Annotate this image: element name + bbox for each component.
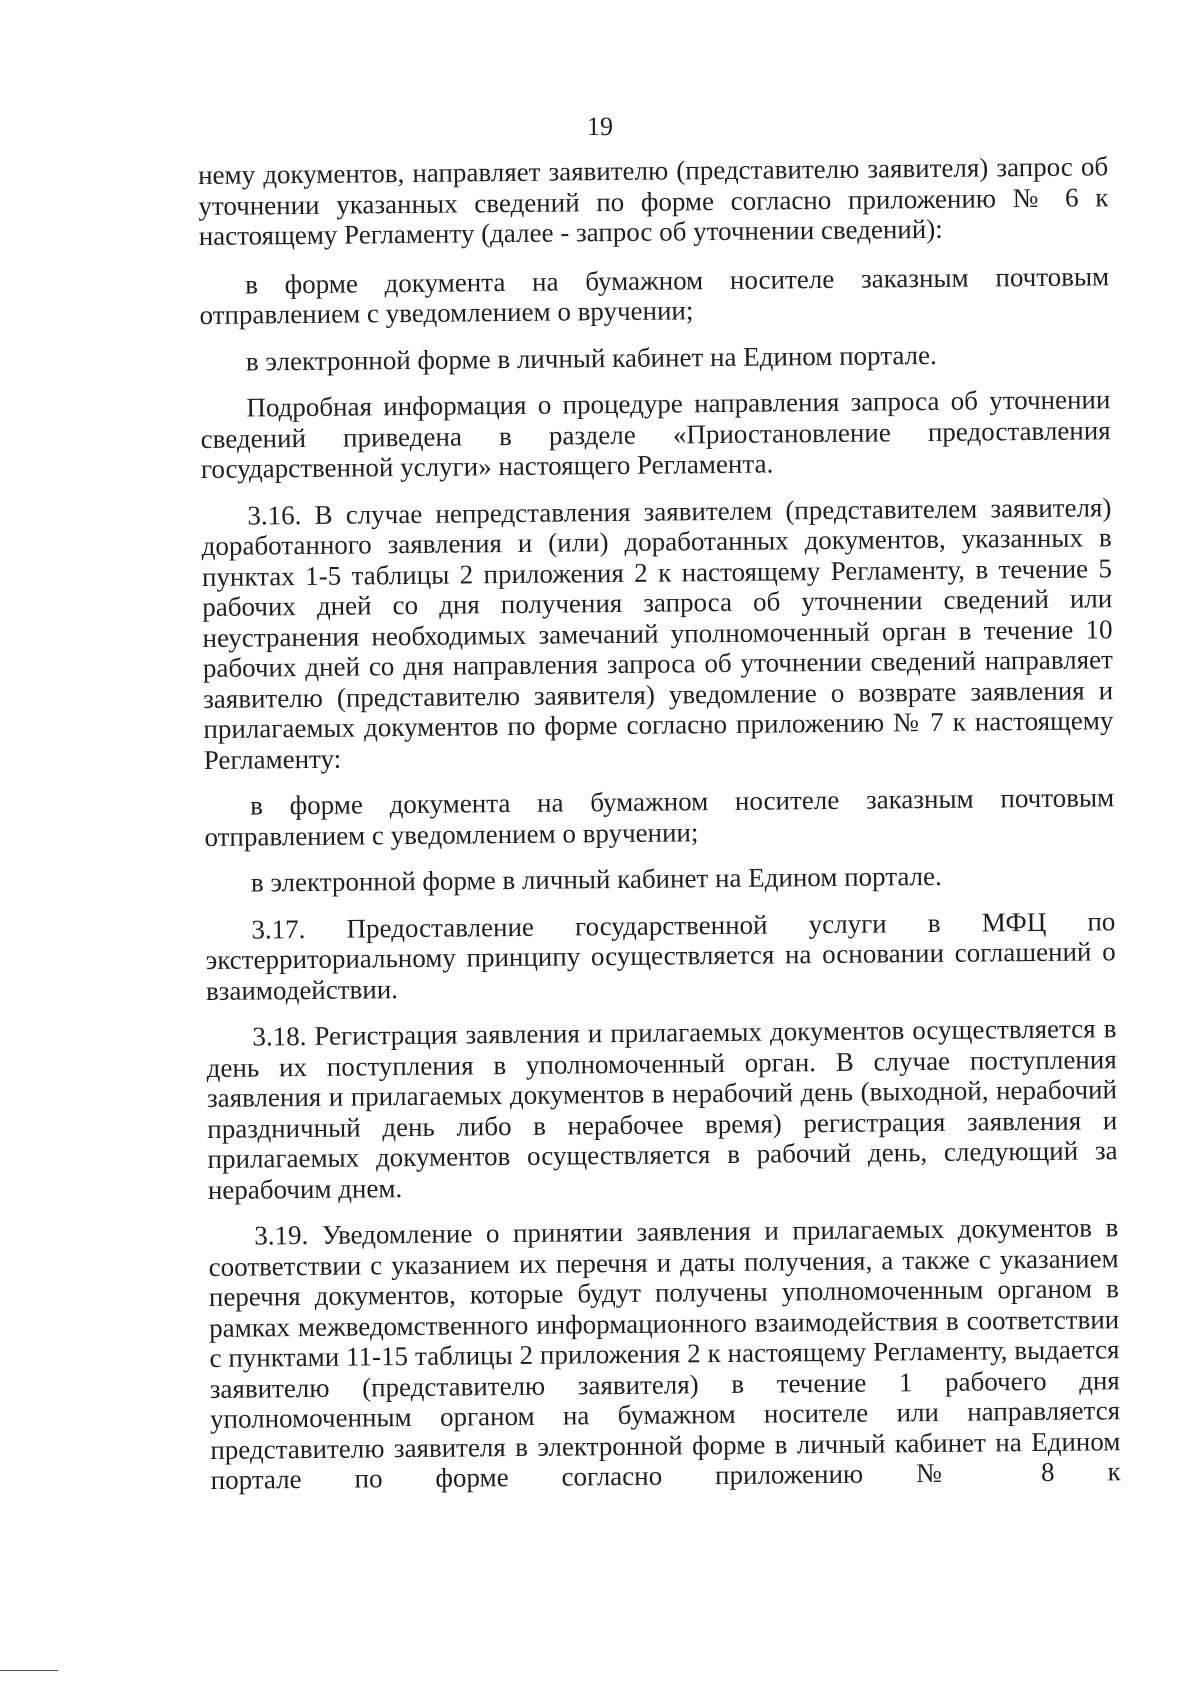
page-number: 19: [587, 112, 613, 141]
paragraph-details-reference: Подробная информация о процедуре направления запроса об уточнении сведений приведена в разделе «Приостановление предоставления государственной услуги» настоящего Регламента.: [200, 384, 1111, 484]
scan-margin-line: [0, 1670, 58, 1671]
document-body: [198, 151, 1121, 1511]
paragraph-3-18: 3.18. Регистрация заявления и прилагаемых документов осуществляется в день их поступления в уполномоченный орган. В случае поступления заявления и прилагаемых документов в нерабочий день (выходной, нерабочий праздничный день либо в нерабочее время) регистрация заявления и прилагаемых документов осуществляется в рабочий день, следующий за нерабочим днем.: [206, 1013, 1118, 1205]
paragraph-continuation: нему документов, направляет заявителю (представителю заявителя) запрос об уточнении указанных сведений по форме согласно приложению № 6 к настоящему Регламенту (далее - запрос об уточнении сведений):: [198, 151, 1109, 251]
paragraph-3-16: 3.16. В случае непредставления заявителем (представителем заявителя) доработанного заявления и (или) доработанных документов, указанных в пунктах 1-5 таблицы 2 приложения 2 к настоящему Регламенту, в течение 5 рабочих дней со дня получения запроса об уточнении сведений или неустранения необходимых замечаний уполномоченный орган в течение 10 рабочих дней со дня направления запроса об уточнении сведений направляет заявителю (представителю заявителя) уведомление о возврате заявления и прилагаемых документов по форме согласно приложению № 7 к настоящему Регламенту:: [201, 491, 1114, 775]
paragraph-paper-delivery-2: в форме документа на бумажном носителе заказным почтовым отправлением с уведомлением о вручении;: [204, 782, 1115, 852]
paragraph-electronic-delivery-2: в электронной форме в личный кабинет на Едином портале.: [250, 860, 942, 898]
paragraph-electronic-delivery: в электронной форме в личный кабинет на Едином портале.: [245, 339, 937, 377]
paragraph-3-19: 3.19. Уведомление о принятии заявления и прилагаемых документов в соответствии с указанием их перечня и даты получения, а также с указанием перечня документов, которые будут получены уполномоченным органом в рамках межведомственного информационного взаимодействия в соответствии с пунктами 11-15 таблицы 2 приложения 2 к настоящему Регламенту, выдается заявителю (представителю заявителя) в течение 1 рабочего дня уполномоченным органом на бумажном носителе или направляется представителю заявителя в электронной форме в личный кабинет на Едином портале по форме согласно приложению № 8 к: [208, 1212, 1121, 1495]
paragraph-paper-delivery: в форме документа на бумажном носителе заказным почтовым отправлением с уведомлением о вручении;: [199, 260, 1110, 330]
paragraph-3-17: 3.17. Предоставление государственной услуги в МФЦ по экстерриториальному принципу осуществляется на основании соглашений о взаимодействии.: [205, 905, 1116, 1006]
